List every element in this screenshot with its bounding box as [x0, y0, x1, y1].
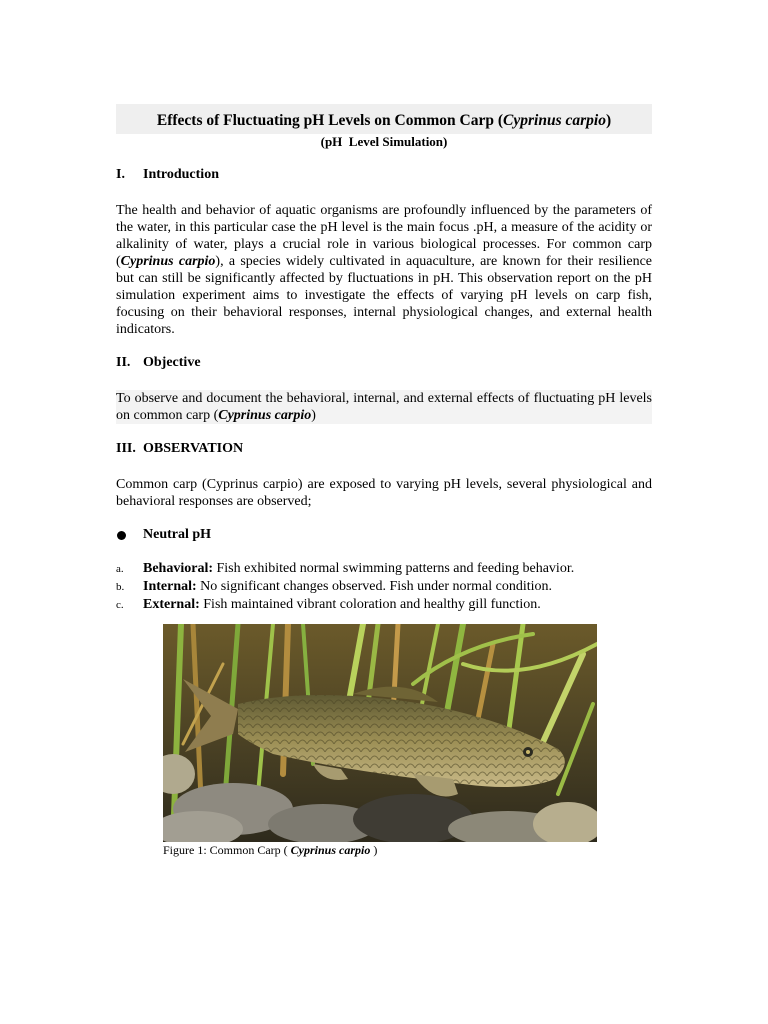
section-heading-objective — [116, 354, 652, 372]
section-number: II. — [116, 355, 131, 370]
introduction-paragraph: The health and behavior of aquatic organisms are profoundly influenced by the parameters of the water, in this particular case the pH level is the main focus .pH, a measure of the acidity or alkalinity of water, plays a crucial role in various biological processes. For common carp (Cyprinus carpio), a species widely cultivated in aquaculture, are known for their resilience but can still be significantly affected by fluctuations in pH. This observation report on the pH simulation experiment aims to investigate the effects of varying pH levels on carp fish, focusing on their behavioral responses, internal physiological changes, and external health indicators. — [116, 203, 652, 337]
list-item — [116, 596, 652, 614]
bullet-icon — [117, 531, 126, 540]
species-name: Cyprinus carpio — [218, 408, 312, 423]
list-label: Behavioral: — [143, 561, 213, 576]
section-number: I. — [116, 167, 125, 182]
list-label: External: — [143, 597, 200, 612]
section-title: OBSERVATION — [143, 441, 244, 456]
section-heading-observation — [116, 440, 652, 458]
neutral-ph-bullet — [116, 526, 652, 544]
section-number: III. — [116, 441, 136, 456]
figure-caption: Figure 1: Common Carp ( Cyprinus carpio ) — [163, 843, 378, 857]
caption-species: Cyprinus carpio — [290, 843, 371, 857]
carp-photo-illustration — [163, 624, 597, 842]
list-marker: a. — [116, 563, 124, 575]
list-text: Fish exhibited normal swimming patterns and feeding behavior. — [213, 561, 575, 576]
list-marker: b. — [116, 581, 125, 593]
title-band — [116, 104, 652, 134]
neutral-ph-heading: Neutral pH — [143, 527, 212, 542]
species-name: Cyprinus carpio — [120, 254, 216, 269]
neutral-ph-list — [116, 560, 652, 614]
objective-paragraph: To observe and document the behavioral, internal, and external effects of fluctuating pH levels on common carp (Cyprinus carpio) — [116, 391, 652, 423]
observation-paragraph: Common carp (Cyprinus carpio) are exposed to varying pH levels, several physiological and behavioral responses are observed; — [116, 477, 652, 509]
list-text: No significant changes observed. Fish under normal condition. — [196, 579, 553, 594]
carp-photo — [163, 624, 597, 842]
section-heading-introduction — [116, 166, 652, 184]
document-page — [116, 104, 652, 614]
document-title: Effects of Fluctuating pH Levels on Common Carp (Cyprinus carpio) — [156, 112, 612, 129]
section-title: Objective — [143, 355, 201, 370]
document-subtitle: (pH Level Simulation) — [320, 134, 448, 149]
list-label: Internal: — [143, 579, 197, 594]
title-species: Cyprinus carpio — [503, 112, 606, 129]
list-item — [116, 560, 652, 578]
section-title: Introduction — [143, 167, 219, 182]
list-text: Fish maintained vibrant coloration and healthy gill function. — [199, 597, 541, 612]
list-marker: c. — [116, 599, 124, 611]
list-item — [116, 578, 652, 596]
